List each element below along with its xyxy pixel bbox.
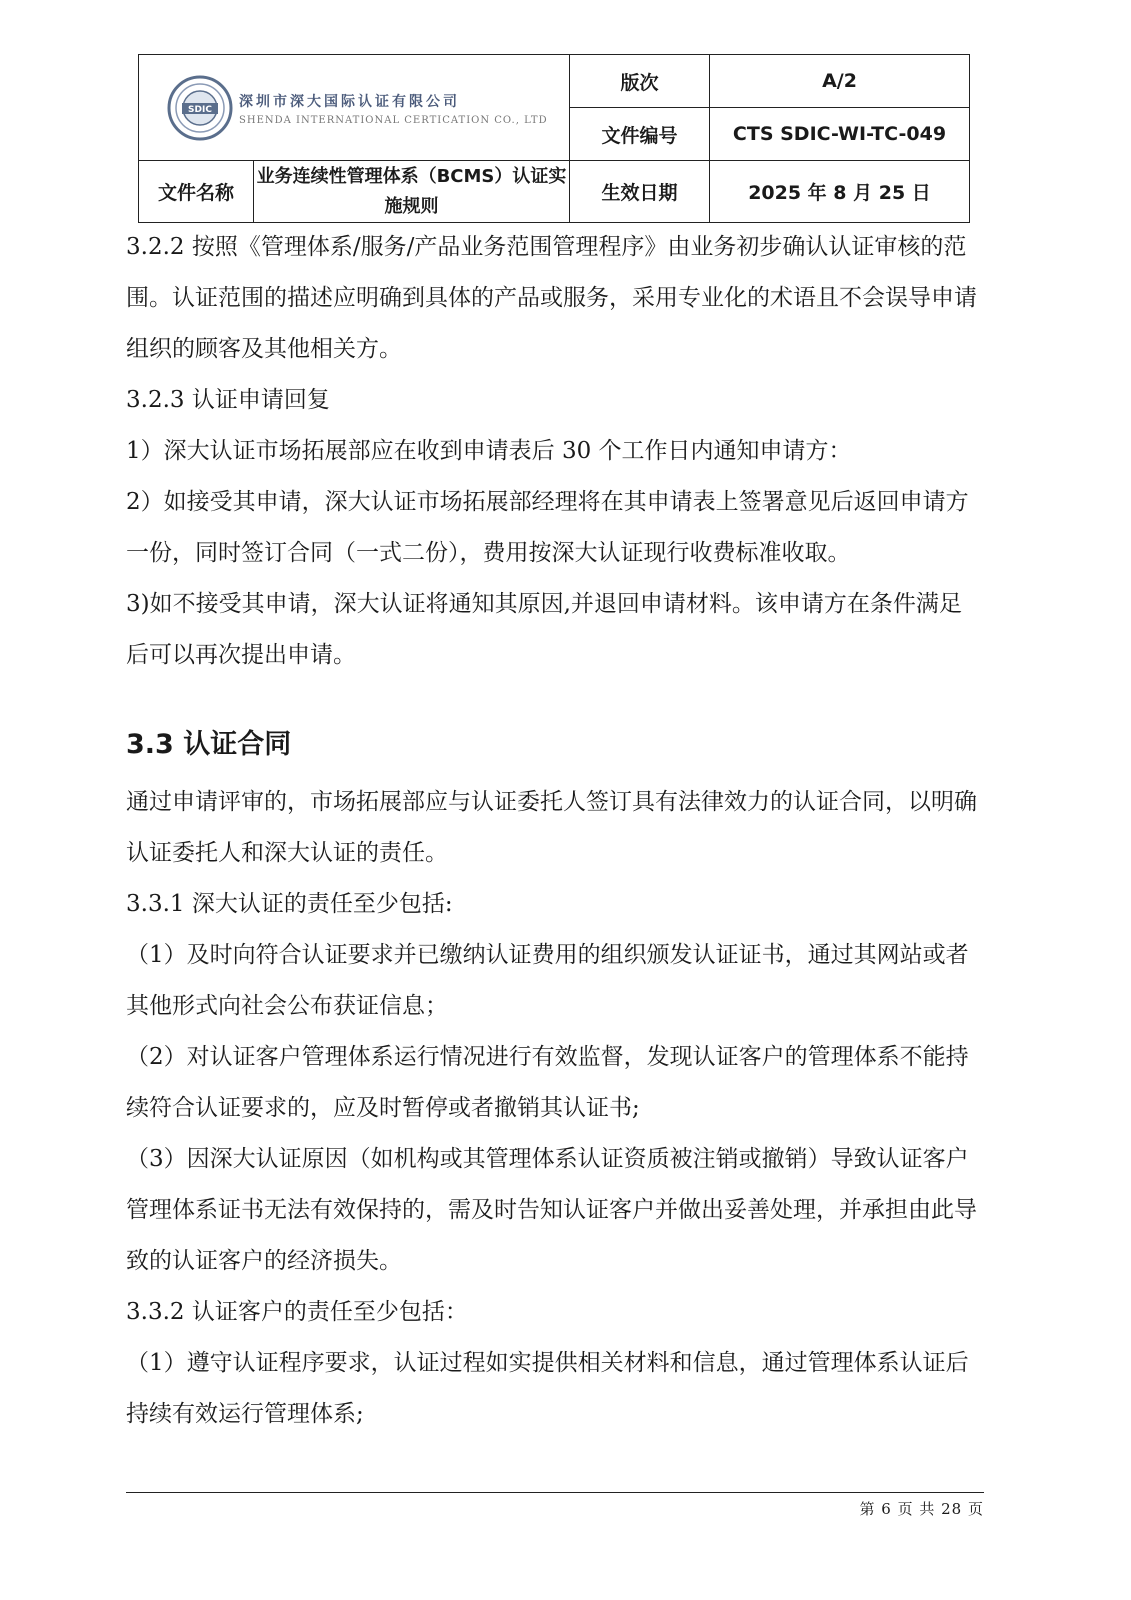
version-value: A/2: [710, 55, 970, 108]
doc-number-label: 文件编号: [570, 108, 710, 161]
paragraph-3-3-1-item-3: （3）因深大认证原因（如机构或其管理体系认证资质被注销或撤销）导致认证客户管理体系证书无法有效保持的，需及时告知认证客户并做出妥善处理，并承担由此导致的认证客户的经济损失。: [126, 1146, 977, 1274]
document-header-table: [138, 54, 970, 223]
doc-name-value: 业务连续性管理体系（BCMS）认证实施规则: [254, 161, 570, 223]
doc-number-value: CTS SDIC-WI-TC-049: [710, 108, 970, 161]
paragraph-3-3-1-item-1: （1）及时向符合认证要求并已缴纳认证费用的组织颁发认证证书，通过其网站或者其他形式向社会公布获证信息；: [126, 942, 969, 1019]
company-name-cn: 深圳市深大国际认证有限公司: [239, 93, 460, 110]
doc-name-label: 文件名称: [139, 161, 254, 223]
paragraph-reply-2: 2）如接受其申请，深大认证市场拓展部经理将在其申请表上签署意见后返回申请方一份，同时签订合同（一式二份），费用按深大认证现行收费标准收取。: [126, 489, 969, 566]
footer-divider: [126, 1492, 984, 1493]
version-label: 版次: [570, 55, 710, 108]
effective-date-label: 生效日期: [570, 161, 710, 223]
paragraph-3-3-2-item-1: （1）遵守认证程序要求，认证过程如实提供相关材料和信息，通过管理体系认证后持续有效运行管理体系;: [126, 1350, 969, 1427]
paragraph-3-3-1-item-2: （2）对认证客户管理体系运行情况进行有效监督，发现认证客户的管理体系不能持续符合认证要求的，应及时暂停或者撤销其认证书;: [126, 1044, 969, 1121]
logo-text: SDIC: [188, 105, 212, 115]
paragraph-3-2-2: 3.2.2 按照《管理体系/服务/产品业务范围管理程序》由业务初步确认认证审核的范围。认证范围的描述应明确到具体的产品或服务，采用专业化的术语且不会误导申请组织的顾客及其他相关方。: [126, 234, 977, 362]
effective-date-value: 2025 年 8 月 25 日: [710, 161, 970, 223]
section-heading-3-3: 3.3 认证合同: [126, 729, 292, 760]
paragraph-reply-1: 1）深大认证市场拓展部应在收到申请表后 30 个工作日内通知申请方：: [126, 438, 852, 464]
company-name-en: SHENDA INTERNATIONAL CERTICATION CO., LTD: [239, 114, 548, 126]
paragraph-contract-intro: 通过申请评审的，市场拓展部应与认证委托人签订具有法律效力的认证合同，以明确认证委托人和深大认证的责任。: [126, 789, 977, 866]
logo-cell: [139, 55, 570, 161]
heading-3-2-3: 3.2.3 认证申请回复: [126, 387, 330, 413]
company-logo: [167, 75, 548, 141]
heading-3-3-2: 3.3.2 认证客户的责任至少包括：: [126, 1299, 468, 1325]
sdic-seal-icon: [167, 75, 233, 141]
paragraph-reply-3: 3)如不接受其申请，深大认证将通知其原因,并退回申请材料。该申请方在条件满足后可以再次提出申请。: [126, 591, 962, 668]
page-number: 第 6 页 共 28 页: [859, 1500, 984, 1518]
heading-3-3-1: 3.3.1 深大认证的责任至少包括:: [126, 891, 453, 917]
document-body: [126, 222, 984, 1440]
